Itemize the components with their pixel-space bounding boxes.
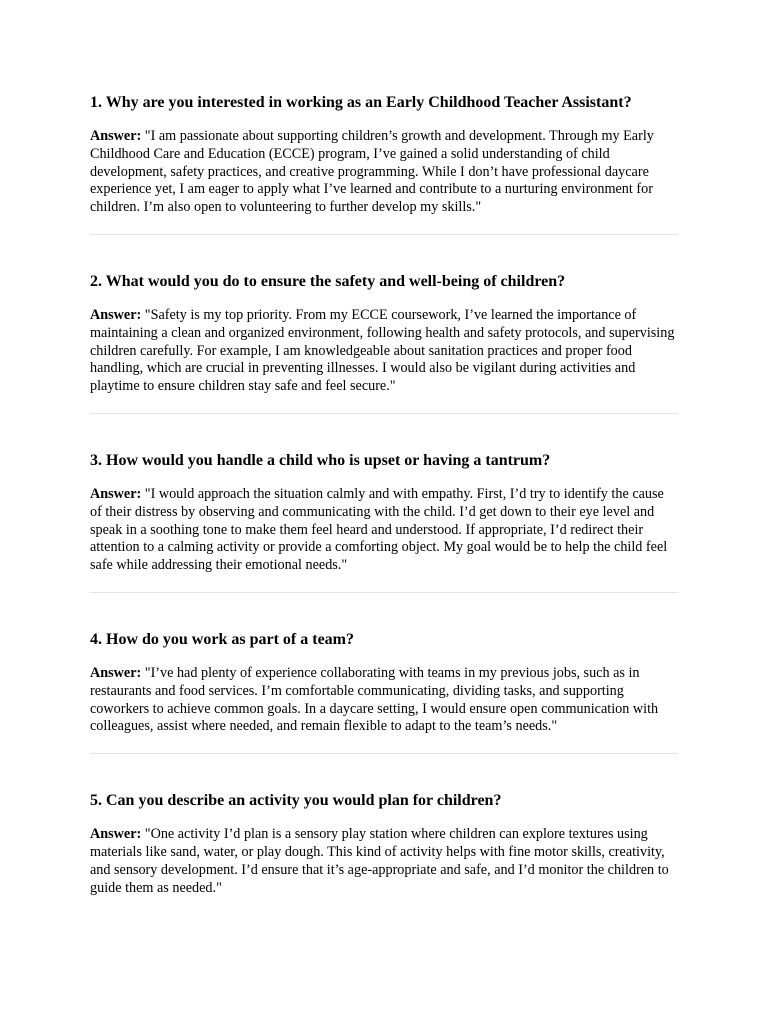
question-heading: 2. What would you do to ensure the safety and well-being of children? — [90, 272, 566, 290]
answer-text: "I would approach the situation calmly and with empathy. First, I’d try to identify the cause of their distress by observing and communicating with the child. I’d get down to their eye level and speak in a soothing tone to make them feel heard and understood. If appropriate, I’d redirect their attention to a calming activity or provide a comforting object. My goal would be to help the child feel safe while addressing their emotional needs." — [90, 485, 668, 574]
answer-paragraph — [90, 307, 678, 396]
qa-item-5 — [90, 790, 678, 897]
question-heading: 1. Why are you interested in working as an Early Childhood Teacher Assistant? — [90, 94, 632, 111]
section-divider — [90, 413, 678, 414]
qa-item-2 — [90, 271, 678, 396]
answer-text: "I’ve had plenty of experience collaborating with teams in my previous jobs, such as in restaurants and food services. I’m comfortable communicating, dividing tasks, and supporting coworkers to achieve common goals. In a daycare setting, I would ensure open communication with colleagues, assist where needed, and remain flexible to adapt to the team’s needs." — [90, 664, 659, 735]
answer-label: Answer: — [90, 128, 142, 144]
answer-label: Answer: — [90, 485, 142, 502]
answer-label: Answer: — [90, 306, 142, 323]
question-heading: 4. How do you work as part of a team? — [90, 630, 354, 648]
qa-item-4 — [90, 629, 678, 736]
section-divider — [90, 592, 678, 593]
answer-text: "Safety is my top priority. From my ECCE coursework, I’ve learned the importance of maintaining a clean and organized environment, following health and safety protocols, and supervising children carefully. For example, I am knowledgeable about sanitation practices and proper food handling, which are crucial in preventing illnesses. I would also be vigilant during activities and playtime to ensure children stay safe and feel secure." — [90, 306, 675, 395]
answer-text: "One activity I’d plan is a sensory play station where children can explore textures using materials like sand, water, or play dough. This kind of activity helps with fine motor skills, creativity, and sensory development. I’d ensure that it’s age-appropriate and safe, and I’d monitor the children to guide them as needed." — [90, 826, 669, 896]
answer-paragraph — [90, 826, 678, 897]
section-divider — [90, 234, 678, 235]
answer-text: "I am passionate about supporting children’s growth and development. Through my Early Childhood Care and Education (ECCE) program, I’ve gained a solid understanding of child development, safety practices, and creative programming. While I don’t have professional daycare experience yet, I am eager to apply what I’ve learned and contribute to a nurturing environment for children. I’m also open to volunteering to further develop my skills." — [90, 128, 654, 216]
answer-paragraph — [90, 486, 678, 575]
answer-label: Answer: — [90, 826, 142, 843]
answer-paragraph — [90, 665, 678, 736]
document-page — [90, 92, 678, 897]
section-divider — [90, 753, 678, 754]
qa-item-1 — [90, 92, 678, 217]
answer-label: Answer: — [90, 664, 142, 681]
question-heading: 3. How would you handle a child who is upset or having a tantrum? — [90, 451, 551, 469]
qa-item-3 — [90, 450, 678, 575]
answer-paragraph — [90, 128, 678, 217]
question-heading: 5. Can you describe an activity you would plan for children? — [90, 792, 502, 810]
